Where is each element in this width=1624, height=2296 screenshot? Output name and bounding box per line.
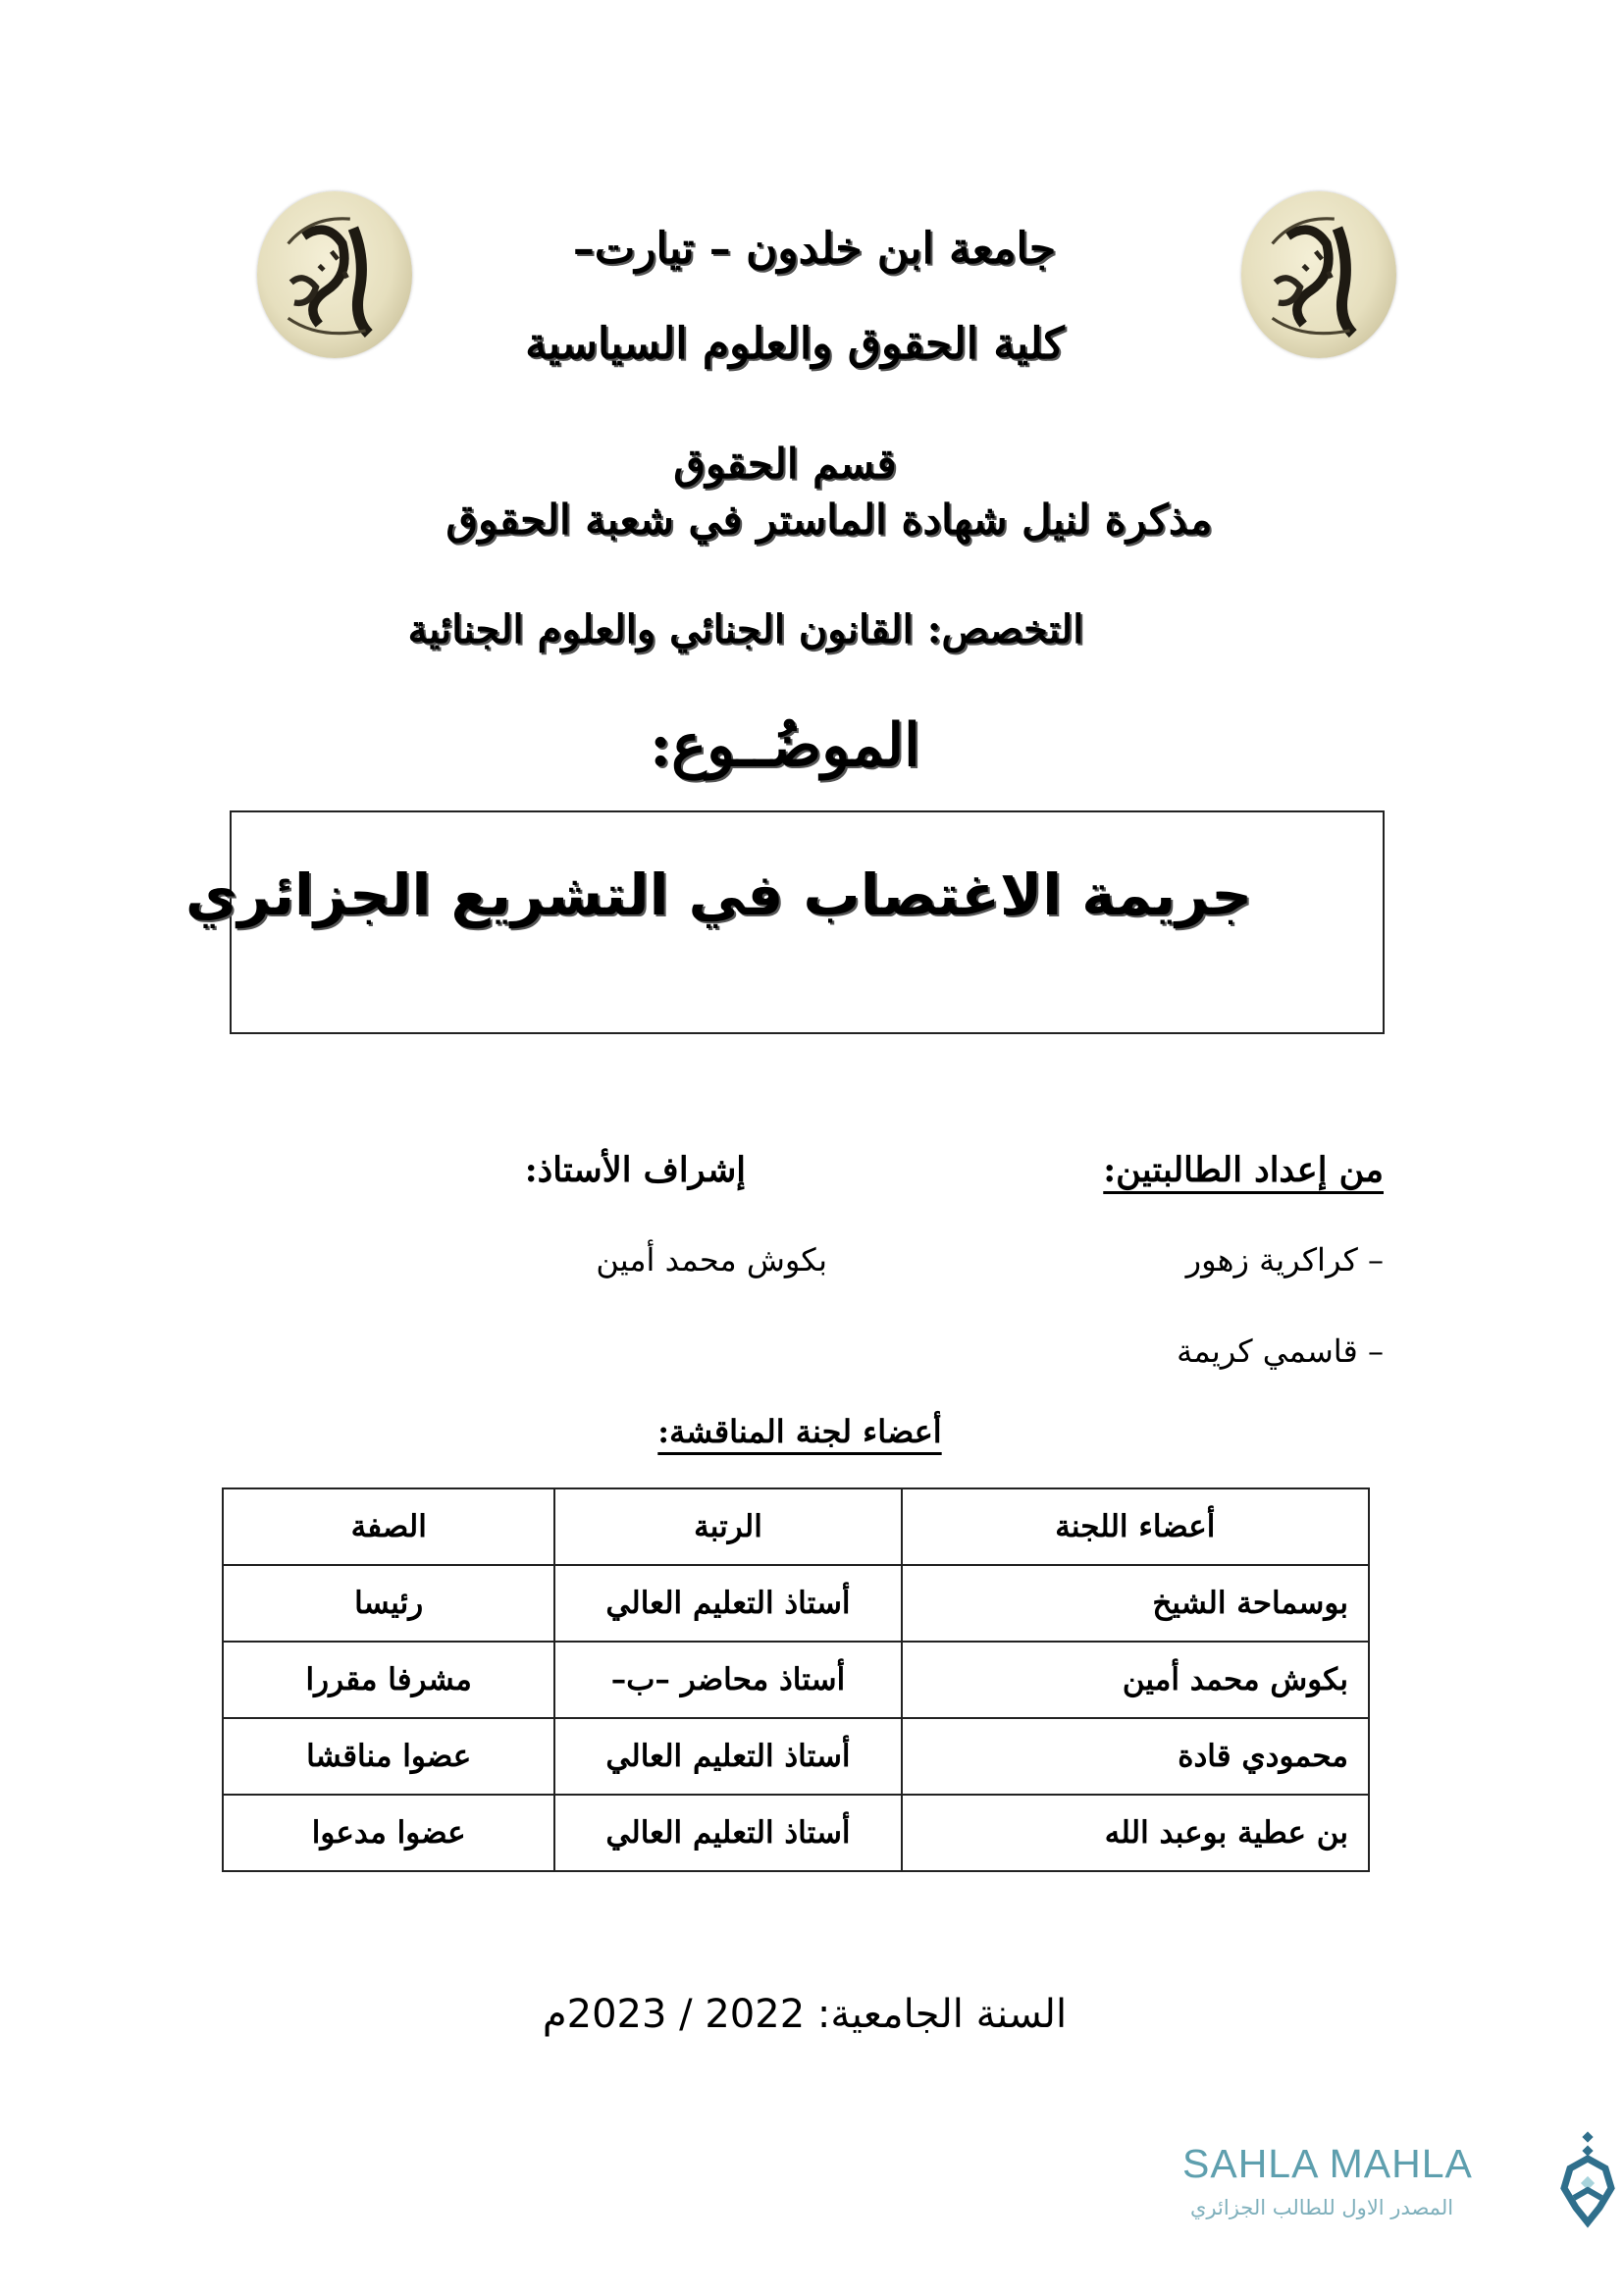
department-name: قسم الحقوق — [673, 440, 897, 488]
member-name: بن عطية بوعبد الله — [902, 1795, 1369, 1871]
supervision-label: إشراف الأستاذ: — [524, 1150, 746, 1190]
university-seal-icon-right — [1241, 191, 1396, 358]
faculty-name: كلية الحقوق والعلوم السياسية — [525, 319, 1065, 369]
member-rank: أستاذ التعليم العالي — [554, 1795, 901, 1871]
brand-name: SAHLA MAHLA — [1182, 2141, 1473, 2186]
specialization: التخصص: القانون الجنائي والعلوم الجنائية — [407, 606, 1084, 652]
member-name: بوسماحة الشيخ — [902, 1565, 1369, 1642]
supervisor-name: بكوش محمد أمين — [596, 1241, 827, 1278]
member-role: عضوا مناقشا — [223, 1718, 554, 1795]
committee-table — [222, 1487, 1370, 1872]
sahla-mahla-logo-icon — [1560, 2129, 1617, 2232]
table-header-row — [223, 1488, 1369, 1565]
member-rank: أستاذ التعليم العالي — [554, 1565, 901, 1642]
table-row — [223, 1795, 1369, 1871]
subject-title-box — [185, 810, 1385, 1034]
committee-title: أعضاء لجنة المناقشة: — [657, 1413, 942, 1450]
university-name: جامعة ابن خلدون – تيارت– — [572, 224, 1057, 274]
member-role: مشرفا مقررا — [223, 1642, 554, 1718]
prepared-by-label: من إعداد الطالبتين: — [1103, 1150, 1384, 1190]
member-name: بكوش محمد أمين — [902, 1642, 1369, 1718]
table-row — [223, 1565, 1369, 1642]
header-name: أعضاء اللجنة — [902, 1488, 1369, 1565]
member-rank: أستاذ محاضر –ب– — [554, 1642, 901, 1718]
seal-calligraphy-icon — [257, 191, 412, 358]
sahla-mahla-brand — [1182, 2129, 1614, 2237]
degree-statement: مذكرة لنيل شهادة الماستر في شعبة الحقوق — [445, 496, 1213, 544]
header-rank: الرتبة — [554, 1488, 901, 1565]
academic-year: السنة الجامعية: 2022 / 2023م — [542, 1992, 1068, 2037]
table-row — [223, 1642, 1369, 1718]
table-row — [223, 1718, 1369, 1795]
university-seal-icon-left — [257, 191, 412, 358]
member-role: رئيسا — [223, 1565, 554, 1642]
subject-label: الموضُــوع: — [650, 711, 920, 780]
student-2: – قاسمي كريمة — [1177, 1332, 1384, 1370]
seal-calligraphy-icon — [1241, 191, 1396, 358]
brand-tagline: المصدر الاول للطالب الجزائري — [1190, 2196, 1454, 2219]
member-name: محمودي قادة — [902, 1718, 1369, 1795]
thesis-title: جريمة الاغتصاب في التشريع الجزائري — [185, 861, 1252, 928]
header-role: الصفة — [223, 1488, 554, 1565]
student-1: – كراكرية زهور — [1185, 1241, 1384, 1278]
member-role: عضوا مدعوا — [223, 1795, 554, 1871]
member-rank: أستاذ التعليم العالي — [554, 1718, 901, 1795]
